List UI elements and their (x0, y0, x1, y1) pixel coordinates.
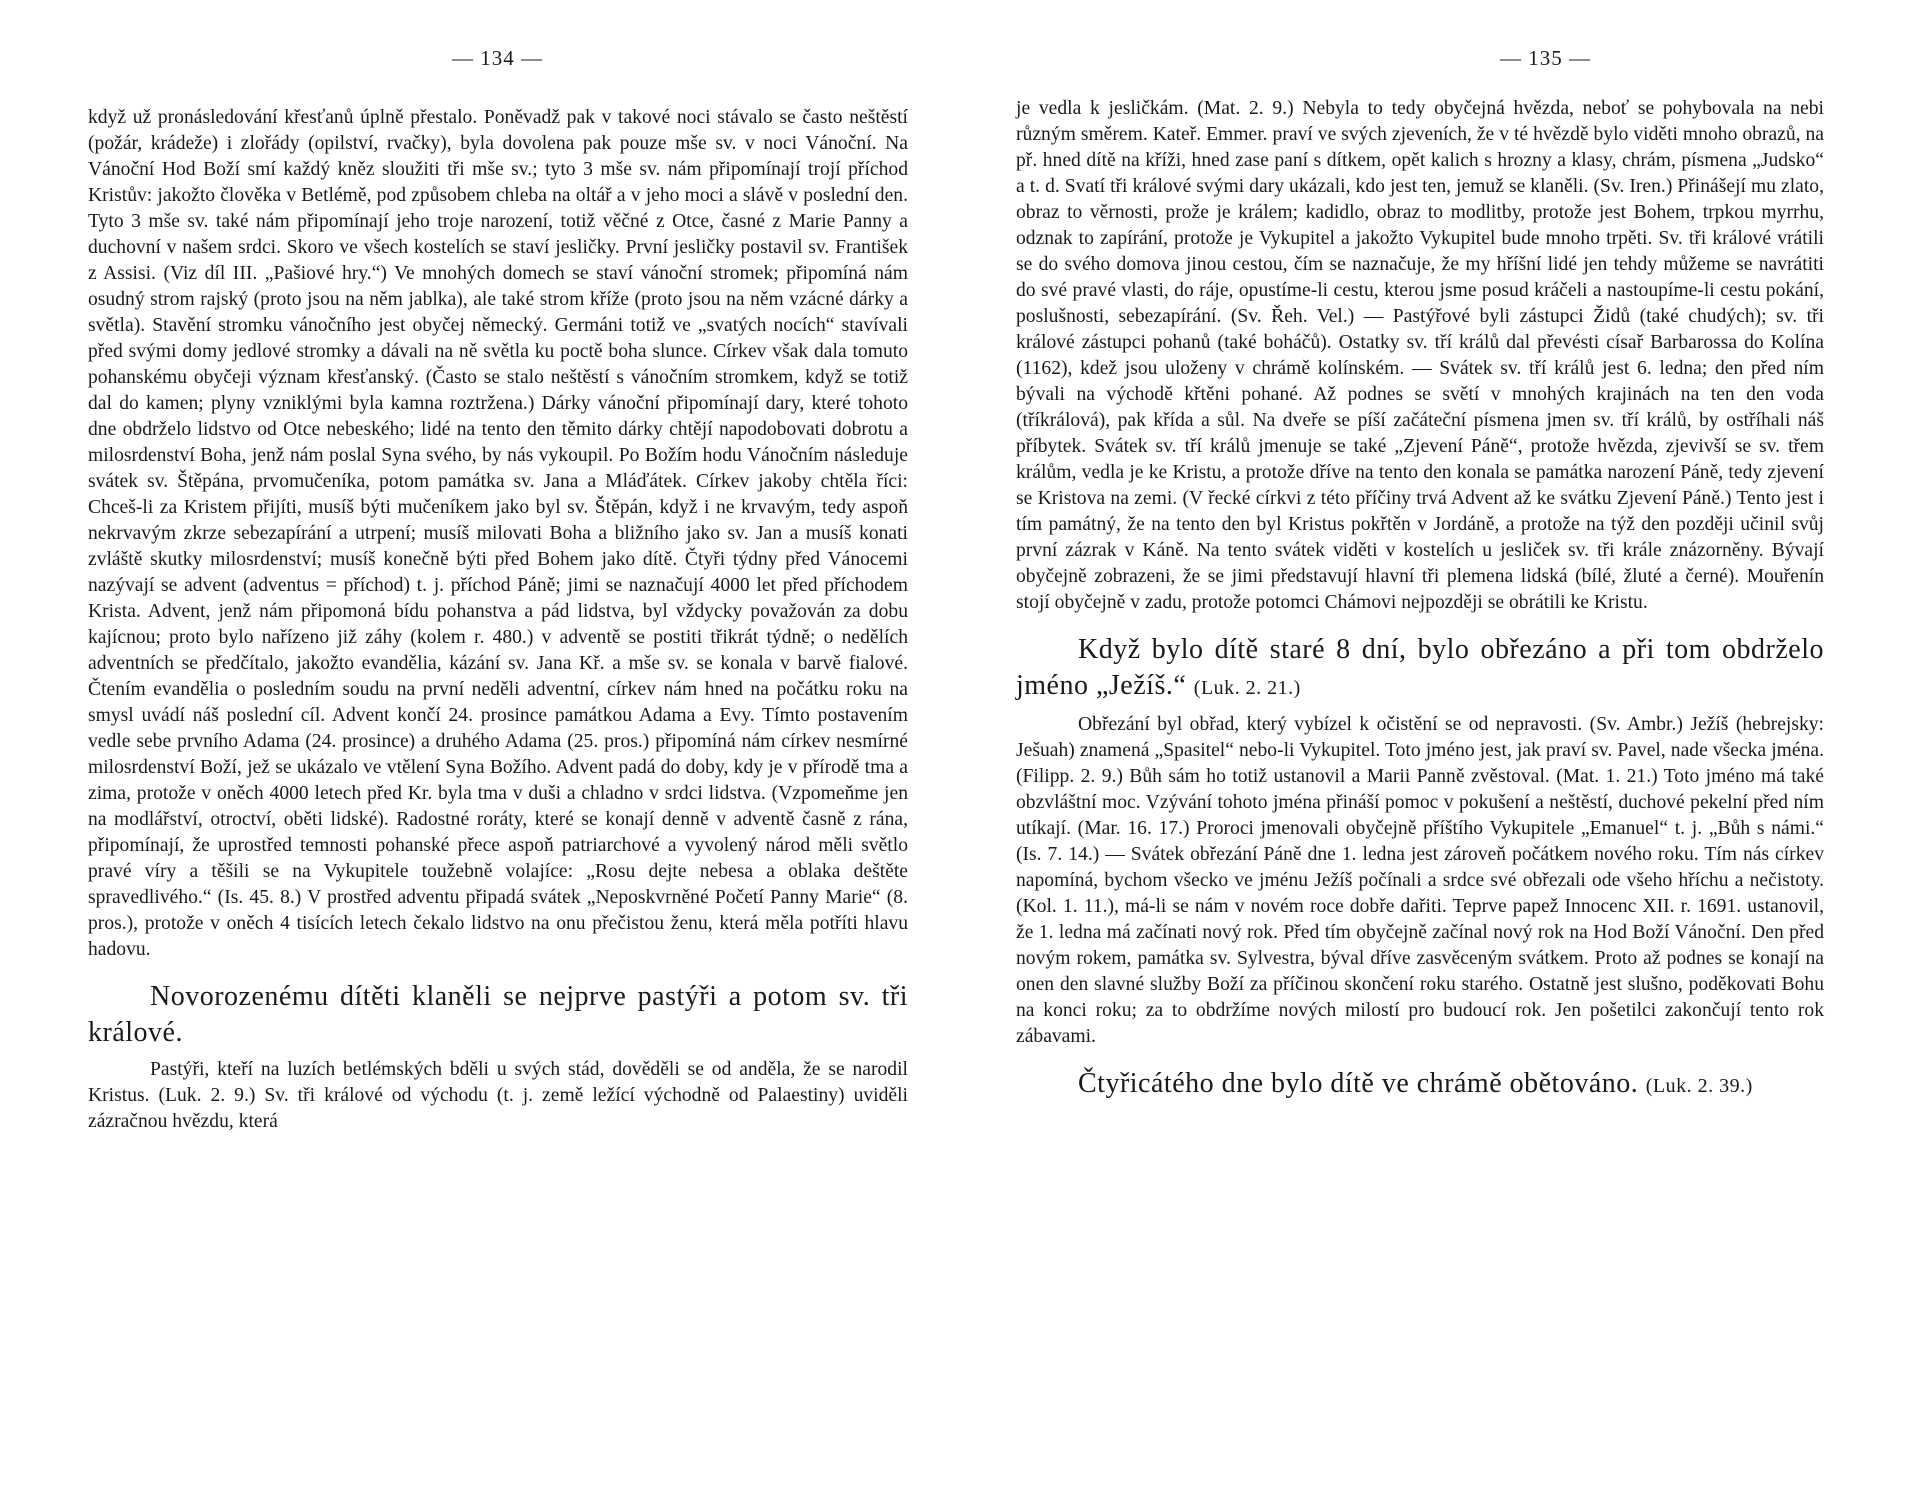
right-page (964, 0, 1928, 1500)
left-section-heading: Novorozenému dítěti klaněli se nejprve pastýři a potom sv. tři králové. (88, 981, 908, 1048)
heading-circumcision-text: Když bylo dítě staré 8 dní, bylo obřezáno a při tom obdrželo jméno „Ježíš.“ (1016, 634, 1824, 701)
left-paragraph-1: když už pronásledování křesťanů úplně přestalo. Poněvadž pak v takové noci stávalo se často neštěstí (požár, krádeže) i zlořády (opilství, rvačky), byla dovolena pak pouze mše sv. v noci Vánoční. Na Vánoční Hod Boží smí každý kněz sloužiti tři mše sv.; tyto 3 mše sv. nám připomínají trojí příchod Kristův: jakožto člověka v Betlémě, pod způsobem chleba na oltář a v jeho moci a slávě v poslední den. Tyto 3 mše sv. také nám připomínají jeho troje narození, totiž věčné z Otce, časné z Marie Panny a duchovní v našem srdci. Skoro ve všech kostelích se staví jesličky. První jesličky postavil sv. František z Assisi. (Viz díl III. „Pašiové hry.“) Ve mnohých domech se staví vánoční stromek; připomíná nám osudný strom rajský (proto jsou na něm jablka), ale také strom kříže (proto jsou na něm vzácné dárky a světla). Stavění stromku vánočního jest obyčej německý. Germáni totiž ve „svatých nocích“ stavívali před svými domy jedlové stromky a dávali na ně světla ku poctě boha slunce. Církev však dala tomuto pohanskému obyčeji význam křesťanský. (Často se stalo neštěstí s vánočním stromkem, když se totiž dal do kamen; plyny vzniklými byla kamna roztržena.) Dárky vánoční připomínají dary, které tohoto dne obdrželo lidstvo od Otce nebeského; lidé na tento den těmito dárky chtějí napodobovati dobrotu a milosrdenství Boha, jenž nám poslal Syna svého, by nás vykoupil. Po Božím hodu Vánočním následuje svátek sv. Štěpána, prvomučeníka, potom památka sv. Jana a Mláďátek. Církev jakoby chtěla říci: Chceš-li za Kristem přijíti, musíš býti mučeníkem jako byl sv. Štěpán, když i ne krvavým, tedy aspoň nekrvavým zkrze sebezapírání a utrpení; musíš milovati Boha a bližního jako sv. Jan a musíš konati zvláště skutky milosrdenství; musíš konečně býti před Bohem jako dítě. Čtyři týdny před Vánocemi nazývají se advent (adventus = příchod) t. j. příchod Páně; jimi se naznačují 4000 let před příchodem Krista. Advent, jenž nám připomoná bídu pohanstva a pád lidstva, byl vždycky považován za dobu kajícnou; proto bylo nařízeno již záhy (kolem r. 480.) v adventě se postiti třikrát týdně; o nedělích adventních se předčítalo, jakožto evandělia, kázání sv. Jana Kř. a mše sv. se konala v barvě fialové. Čtením evandělia o posledním soudu na první neděli adventní, církev nám hned na počátku roku na smysl uvádí náš poslední cíl. Advent končí 24. prosince památkou Adama a Evy. Tímto postavením vedle sebe prvního Adama (24. prosince) a druhého Adama (25. pros.) připomíná nám církev nesmírné milosrdenství Boží, jež se ukázalo ve vtělení Syna Božího. Advent padá do doby, kdy je v přírodě tma a zima, protože v oněch 4000 letech před Kr. byla tma v duši a chladno v srdci lidstva. (Vzpomeňme jen na modlářství, otroctví, oběti lidské). Radostné roráty, které se konají denně v adventě časně z rána, připomínají, že uprostřed temnosti pohanské přece aspoň patriarchové a vyvolený národ měli světlo pravé víry a těšili se na Vykupitele toužebně volajíce: „Rosu dejte nebesa a oblaka deštěte spravedlivého.“ (Is. 45. 8.) V prostřed adventu připadá svátek „Neposkvrněné Početí Panny Marie“ (8. pros.), protože v oněch 4 tisících letech čekalo lidstvo na onu přečistou ženu, která měla potříti hlavu hadovu. (88, 107, 908, 960)
heading-circumcision-ref: (Luk. 2. 21.) (1193, 677, 1301, 699)
left-paragraph-2: Pastýři, kteří na luzích betlémských bděli u svých stád, dověděli se od anděla, že se narodil Kristus. (Luk. 2. 9.) Sv. tři králové od východu (t. j. země ležící východně od Palaestiny) uviděli zázračnou hvězdu, která (88, 1059, 908, 1132)
page-number-left: — 134 — (452, 46, 543, 70)
heading-presentation-ref: (Luk. 2. 39.) (1645, 1075, 1753, 1097)
right-section-heading-2 (1016, 1066, 1824, 1104)
page-number-right: — 135 — (1500, 46, 1591, 70)
heading-presentation-text: Čtyřicátého dne bylo dítě ve chrámě obětováno. (1078, 1068, 1639, 1099)
right-page-body (1016, 96, 1824, 1110)
right-paragraph-2: Obřezání byl obřad, který vybízel k očistění se od nepravosti. (Sv. Ambr.) Ježíš (hebrejsky: Ješuah) znamená „Spasitel“ nebo-li Vykupitel. Toto jméno jest, jak praví sv. Pavel, nade všecka jména. (Filipp. 2. 9.) Bůh sám ho totiž ustanovil a Marii Panně zvěstoval. (Mat. 1. 21.) Toto jméno má také obzvláštní moc. Vzývání tohoto jména přináší pomoc v pokušení a neštěstí, duchové pekelní před ním utíkají. (Mar. 16. 17.) Proroci jmenovali obyčejně příštího Vykupitele „Emanuel“ t. j. „Bůh s námi.“ (Is. 7. 14.) — Svátek obřezání Páně dne 1. ledna jest zároveň počátkem nového roku. Tím nás církev napomíná, bychom všecko ve jménu Ježíš počínali a srdce své obřezali ode všeho hříchu a nečistoty. (Kol. 1. 11.), má-li se nám v novém roce dobře dařiti. Teprve papež Innocenc XII. r. 1691. ustanovil, že 1. ledna má začínati nový rok. Před tím obyčejně začínal nový rok na Hod Boží Vánoční. Den před novým rokem, památka sv. Sylvestra, býval dříve zasvěceným svátkem. Proto až podnes se konají na onen den slavné služby Boží za příčinou skončení roku starého. Ostatně jest slušno, poděkovati Bohu na konci roku; za to obdržíme nových milostí pro budoucí rok. Jen pošetilci zakončují tento rok zábavami. (1016, 714, 1824, 1047)
left-page-body (88, 105, 908, 1135)
right-section-heading-1 (1016, 632, 1824, 706)
right-paragraph-1: je vedla k jesličkám. (Mat. 2. 9.) Nebyla to tedy obyčejná hvězda, neboť se pohybovala na nebi různým směrem. Kateř. Emmer. praví ve svých zjeveních, že v té hvězdě bylo viděti mnoho obrazů, na př. hned dítě na kříži, hned zase paní s dítkem, opět kalich s hrozny a klasy, chrám, písmena „Judsko“ a t. d. Svatí tři králové svými dary ukázali, kdo jest ten, jemuž se klaněli. (Sv. Iren.) Přinášejí mu zlato, obraz to věrnosti, prože je králem; kadidlo, obraz to modlitby, protože jest Bohem, trpkou myrrhu, odznak to zapírání, protože je Vykupitel a jakožto Vykupitel bude mnoho trpěti. Sv. tři králové vrátili se do svého domova jinou cestou, čím se naznačuje, že my hříšní lidé jen tehdy můžeme se navrátiti do své pravé vlasti, do ráje, opustíme-li cestu, kterou jsme posud kráčeli a nastoupíme-li cestu pokání, poslušnosti, sebezapírání. (Sv. Řeh. Vel.) — Pastýřové byli zástupci Židů (také chudých); sv. tři králové zástupci pohanů (také boháčů). Ostatky sv. tří králů dal převésti císař Barbarossa do Kolína (1162), kdež jsou uloženy v chrámě kolínském. — Svátek sv. tří králů jest 6. ledna; den před ním bývali na východě křtěni pohané. Až podnes se světí v mnohých krajinách na ten den voda (tříkrálová), pak křída a sůl. Na dveře se píší začáteční písmena jmen sv. tří králů, by ostříhali náš příbytek. Svátek sv. tří králů jmenuje se také „Zjevení Páně“, protože hvězda, zjevivší se sv. třem králům, vedla je ke Kristu, a protože dříve na tento den konala se památka narození Páně, tedy zjevení se Kristova na zemi. (V řecké církvi z této příčiny trvá Advent až ke svátku Zjevení Páně.) Tento jest i tím památný, že na tento den byl Kristus pokřtěn v Jordáně, a protože na týž den později učinil svůj první zázrak v Káně. Na tento svátek viděti v kostelích u jesliček sv. tři krále znázorněny. Bývají obyčejně zobrazeni, že se jimi představují hlavní tři plemena lidská (bílé, žluté a černé). Mouřenín stojí obyčejně v zadu, protože potomci Chámovi nejpozději se obrátili ke Kristu. (1016, 98, 1824, 613)
